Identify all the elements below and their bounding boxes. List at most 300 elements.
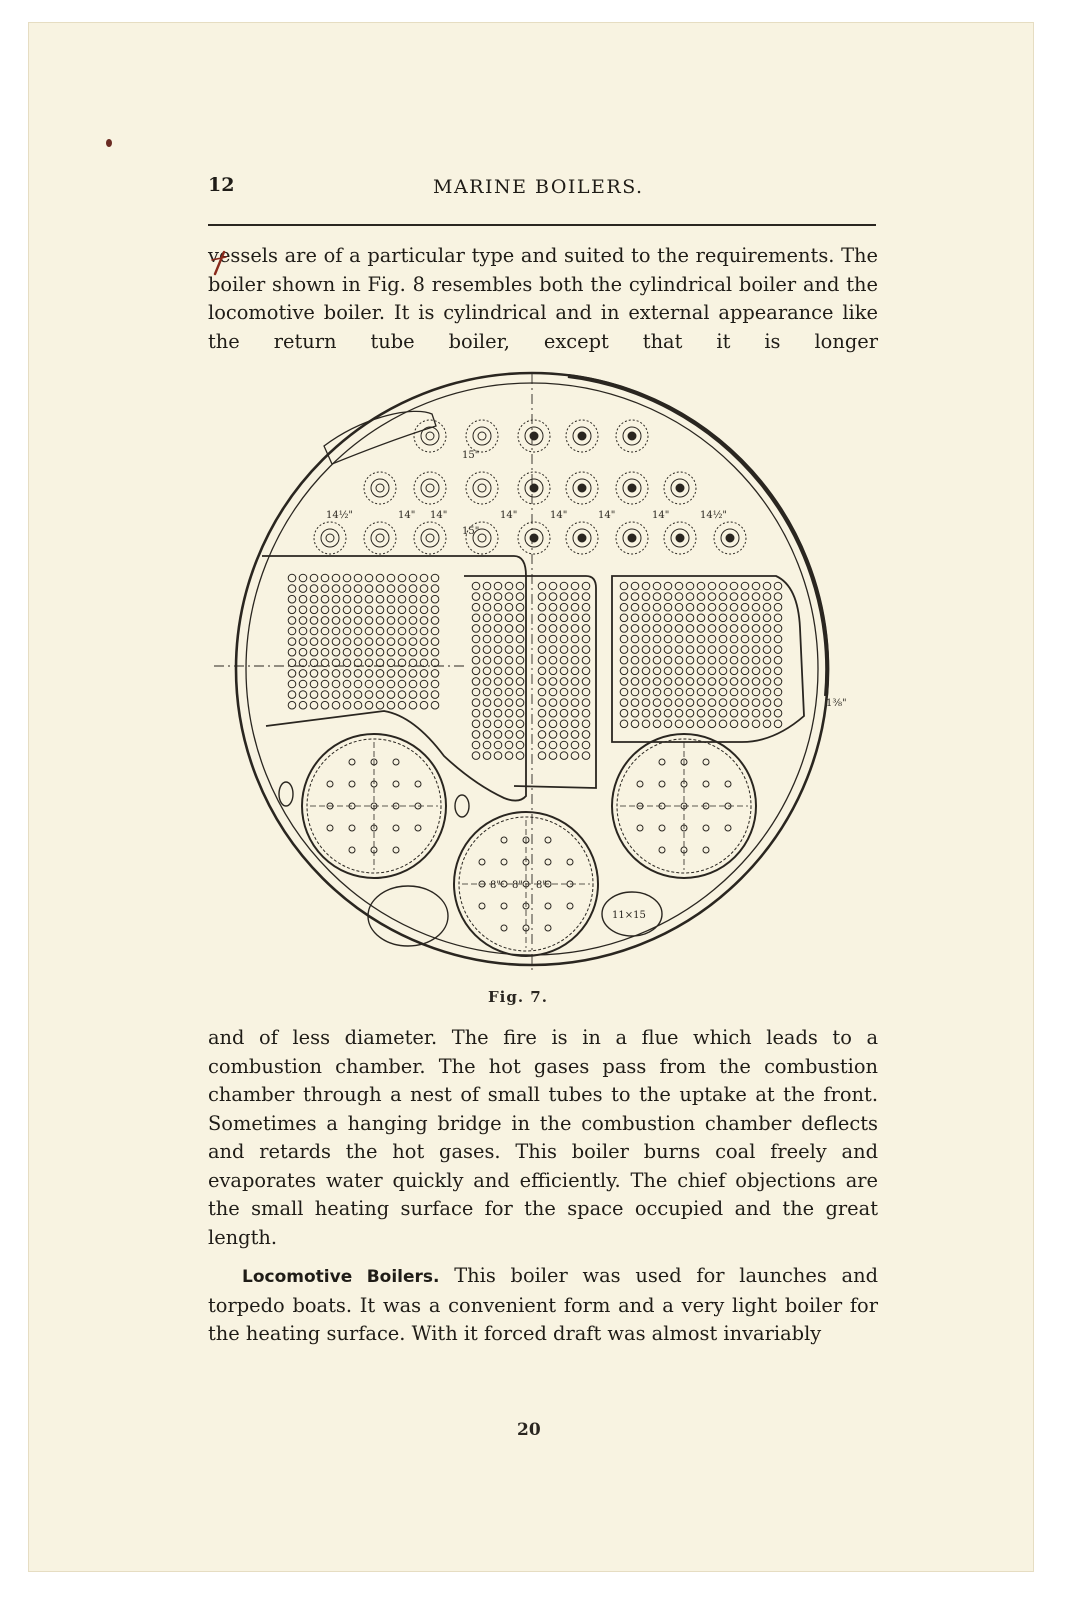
tube [483, 678, 491, 686]
page-number-top: 12 [208, 174, 235, 196]
tube [752, 635, 760, 643]
tube [560, 614, 568, 622]
boiler-cross-section-figure [214, 366, 850, 980]
tube [494, 741, 502, 749]
tube [697, 699, 705, 707]
tube [686, 625, 694, 633]
tube [387, 574, 395, 582]
tube [730, 656, 738, 664]
tube [365, 585, 373, 593]
tube [620, 614, 628, 622]
tube [505, 741, 513, 749]
tube [774, 720, 782, 728]
tube [288, 701, 296, 709]
tube [763, 678, 771, 686]
tube [549, 656, 557, 664]
tube [653, 625, 661, 633]
tube [571, 678, 579, 686]
tube [708, 699, 716, 707]
tube [420, 627, 428, 635]
tube [571, 688, 579, 696]
tube [387, 606, 395, 614]
tube [719, 656, 727, 664]
tube [288, 680, 296, 688]
tube-banks [288, 574, 782, 759]
tube [332, 670, 340, 678]
tube [730, 688, 738, 696]
tube [299, 680, 307, 688]
tube [472, 625, 480, 633]
tube [494, 709, 502, 717]
tube [398, 606, 406, 614]
tube [549, 731, 557, 739]
tube [719, 678, 727, 686]
paragraph-2-text: and of less diameter. The fire is in a flue which leads to a combustion chamber. The hot gases pass from the combustion chamber through a nest of small tubes to the uptake at the front. Sometimes a hanging bridge in the combustion chamber deflects and retards the hot gases. This boiler burns coal freely and evaporates water quickly and efficiently. The chief objections are the small heating surface for the space occupied and the great length. [208, 1026, 878, 1249]
dimension-label: 14½" [326, 510, 354, 521]
tube [409, 638, 417, 646]
tube [741, 614, 749, 622]
tube [582, 699, 590, 707]
tube [409, 606, 417, 614]
tube [494, 699, 502, 707]
tube [774, 582, 782, 590]
stay [414, 522, 446, 554]
tube [299, 659, 307, 667]
tube [505, 699, 513, 707]
tube [642, 656, 650, 664]
tube [719, 614, 727, 622]
tube [664, 667, 672, 675]
tube [431, 574, 439, 582]
tube [642, 667, 650, 675]
tube [431, 585, 439, 593]
tube [538, 678, 546, 686]
tube [560, 731, 568, 739]
tube [582, 614, 590, 622]
section-text: This boiler was used for launches and torpedo boats. It was a convenient form and a very light boiler for the heating surface. With it forced draft was almost invariably [208, 1264, 878, 1345]
tube [752, 625, 760, 633]
tube [398, 638, 406, 646]
tube [299, 595, 307, 603]
tube [354, 574, 362, 582]
stay [364, 472, 396, 504]
dimension-label: 15" [462, 450, 480, 461]
tube [472, 582, 480, 590]
tube [354, 680, 362, 688]
tube [571, 614, 579, 622]
tube [288, 691, 296, 699]
tube [494, 731, 502, 739]
tube [365, 595, 373, 603]
tube [741, 656, 749, 664]
tube [431, 595, 439, 603]
tube [675, 709, 683, 717]
tube [560, 603, 568, 611]
stay [616, 522, 648, 554]
tube [332, 627, 340, 635]
tube [582, 731, 590, 739]
tube [642, 720, 650, 728]
tube [741, 582, 749, 590]
tube [538, 741, 546, 749]
tube [343, 691, 351, 699]
tube [664, 593, 672, 601]
tube [774, 593, 782, 601]
tube [730, 720, 738, 728]
tube [483, 582, 491, 590]
tube [620, 678, 628, 686]
tube [343, 701, 351, 709]
tube [719, 603, 727, 611]
tube [354, 648, 362, 656]
tube [516, 667, 524, 675]
tube [653, 688, 661, 696]
tube [653, 667, 661, 675]
tube [571, 699, 579, 707]
stay [566, 420, 598, 452]
stay [314, 522, 346, 554]
tube [483, 635, 491, 643]
tube [321, 617, 329, 625]
tube [538, 720, 546, 728]
tube [516, 741, 524, 749]
tube [631, 646, 639, 654]
tube [582, 720, 590, 728]
tube [620, 603, 628, 611]
tube [582, 709, 590, 717]
tube [686, 667, 694, 675]
tube [538, 625, 546, 633]
tube [472, 635, 480, 643]
tube [420, 648, 428, 656]
tube [288, 648, 296, 656]
tube [730, 614, 738, 622]
tube [686, 678, 694, 686]
tube [483, 731, 491, 739]
tube [664, 614, 672, 622]
dimension-label: 15" [462, 526, 480, 537]
tube [299, 691, 307, 699]
tube [708, 667, 716, 675]
tube [675, 614, 683, 622]
tube [719, 646, 727, 654]
tube [365, 606, 373, 614]
tube [505, 582, 513, 590]
tube [387, 648, 395, 656]
tube [365, 691, 373, 699]
tube [697, 603, 705, 611]
tube [631, 593, 639, 601]
tube [387, 617, 395, 625]
tube [321, 574, 329, 582]
tube [505, 635, 513, 643]
tube [332, 585, 340, 593]
tube [730, 635, 738, 643]
tube [288, 595, 296, 603]
tube [774, 699, 782, 707]
tube [431, 606, 439, 614]
tube [376, 701, 384, 709]
tube [332, 659, 340, 667]
dimension-label: 1⅜" [826, 698, 847, 709]
tube [409, 701, 417, 709]
tube [472, 593, 480, 601]
tube [321, 648, 329, 656]
tube [560, 635, 568, 643]
tube [763, 656, 771, 664]
tube [642, 614, 650, 622]
tube [675, 625, 683, 633]
tube [332, 606, 340, 614]
tube [516, 614, 524, 622]
tube [494, 752, 502, 760]
tube [354, 701, 362, 709]
tube [299, 627, 307, 635]
tube [376, 691, 384, 699]
section-heading: Locomotive Boilers. [242, 1267, 440, 1287]
tube [387, 659, 395, 667]
tube [549, 667, 557, 675]
tube [310, 648, 318, 656]
tube [763, 646, 771, 654]
stay [466, 472, 498, 504]
handhole [279, 782, 293, 806]
tube [752, 603, 760, 611]
stay [714, 522, 746, 554]
tube [664, 688, 672, 696]
tube [664, 709, 672, 717]
tube [516, 593, 524, 601]
tube [763, 593, 771, 601]
tube [538, 593, 546, 601]
tube [741, 688, 749, 696]
tube [299, 670, 307, 678]
tube [582, 582, 590, 590]
tube [642, 688, 650, 696]
tube [494, 593, 502, 601]
tube [505, 709, 513, 717]
tube [571, 709, 579, 717]
tube [516, 656, 524, 664]
stay [566, 522, 598, 554]
tube [494, 656, 502, 664]
tube [472, 752, 480, 760]
tube [708, 720, 716, 728]
tube [620, 656, 628, 664]
tube [472, 603, 480, 611]
tube [431, 648, 439, 656]
tube [483, 656, 491, 664]
boiler-stays [314, 420, 746, 554]
tube [505, 603, 513, 611]
tube [653, 614, 661, 622]
tube [494, 635, 502, 643]
tube [321, 680, 329, 688]
tube [332, 648, 340, 656]
tube [354, 670, 362, 678]
tube [741, 699, 749, 707]
tube [420, 574, 428, 582]
tube [398, 595, 406, 603]
tube [310, 617, 318, 625]
tube [288, 659, 296, 667]
tube [560, 646, 568, 654]
tube [675, 646, 683, 654]
tube [420, 638, 428, 646]
running-header [208, 172, 876, 206]
tube [752, 699, 760, 707]
tube [365, 659, 373, 667]
tube [321, 595, 329, 603]
dimension-label: 8" [512, 880, 523, 891]
tube [376, 659, 384, 667]
tube [708, 646, 716, 654]
tube [697, 688, 705, 696]
header-rule [208, 224, 876, 226]
tube [686, 582, 694, 590]
tube [483, 699, 491, 707]
tube [560, 699, 568, 707]
tube [730, 603, 738, 611]
tube [472, 678, 480, 686]
tube [376, 648, 384, 656]
tube [620, 667, 628, 675]
tube [571, 741, 579, 749]
tube [310, 701, 318, 709]
tube [538, 699, 546, 707]
tube [730, 699, 738, 707]
tube [409, 659, 417, 667]
handhole [455, 795, 469, 817]
tube [483, 688, 491, 696]
tube [571, 593, 579, 601]
tube [686, 635, 694, 643]
tube [321, 606, 329, 614]
tube [516, 635, 524, 643]
tube [299, 638, 307, 646]
tube [494, 667, 502, 675]
tube [686, 656, 694, 664]
tube [299, 617, 307, 625]
tube [675, 603, 683, 611]
tube [409, 617, 417, 625]
stay [616, 472, 648, 504]
tube [332, 680, 340, 688]
tube [288, 606, 296, 614]
furnace-left [302, 734, 446, 878]
tube [354, 606, 362, 614]
tube [321, 638, 329, 646]
tube [398, 585, 406, 593]
tube [752, 646, 760, 654]
paragraph-1-text: vessels are of a particular type and suited to the requirements. The boiler shown in Fig. 8 resembles both the cylindrical boiler and the locomotive boiler. It is cylindrical and in external appearance like the return tube boiler, except that it is longer [208, 244, 878, 353]
tube [321, 659, 329, 667]
tube [420, 691, 428, 699]
tube [516, 699, 524, 707]
tube [741, 625, 749, 633]
stay [616, 420, 648, 452]
tube [560, 656, 568, 664]
tube [631, 625, 639, 633]
tube [620, 699, 628, 707]
tube [505, 625, 513, 633]
tube [343, 606, 351, 614]
tube [472, 688, 480, 696]
tube [310, 680, 318, 688]
tube [719, 667, 727, 675]
tube [620, 646, 628, 654]
tube [730, 646, 738, 654]
tube [472, 646, 480, 654]
tube [483, 593, 491, 601]
tube [675, 635, 683, 643]
tube [752, 656, 760, 664]
paragraph-1 [208, 242, 878, 356]
stay [664, 472, 696, 504]
tube [664, 699, 672, 707]
pen-mark [210, 250, 228, 276]
tube [708, 625, 716, 633]
tube [354, 659, 362, 667]
tube [774, 646, 782, 654]
tube [483, 625, 491, 633]
tube [505, 646, 513, 654]
tube [343, 659, 351, 667]
tube [774, 625, 782, 633]
tube [343, 680, 351, 688]
tube [686, 720, 694, 728]
tube [332, 595, 340, 603]
tube [752, 678, 760, 686]
tube [343, 670, 351, 678]
tube [642, 635, 650, 643]
tube [620, 582, 628, 590]
dimension-label: 14" [598, 510, 616, 521]
tube [620, 625, 628, 633]
tube [549, 646, 557, 654]
tube [538, 635, 546, 643]
tube [653, 646, 661, 654]
stay [566, 472, 598, 504]
tube [472, 741, 480, 749]
tube [354, 585, 362, 593]
tube [398, 648, 406, 656]
tube [387, 680, 395, 688]
tube [299, 574, 307, 582]
tube [653, 709, 661, 717]
tube [719, 625, 727, 633]
tube [365, 648, 373, 656]
tube [483, 741, 491, 749]
tube [741, 709, 749, 717]
tube [387, 670, 395, 678]
tube [431, 638, 439, 646]
stay [664, 522, 696, 554]
tube [494, 688, 502, 696]
tube [582, 678, 590, 686]
tube [675, 667, 683, 675]
tube [686, 603, 694, 611]
tube [631, 720, 639, 728]
tube [653, 582, 661, 590]
tube [571, 656, 579, 664]
tube [719, 699, 727, 707]
tube [288, 670, 296, 678]
tube [310, 585, 318, 593]
tube [620, 593, 628, 601]
tube [398, 701, 406, 709]
tube [299, 606, 307, 614]
